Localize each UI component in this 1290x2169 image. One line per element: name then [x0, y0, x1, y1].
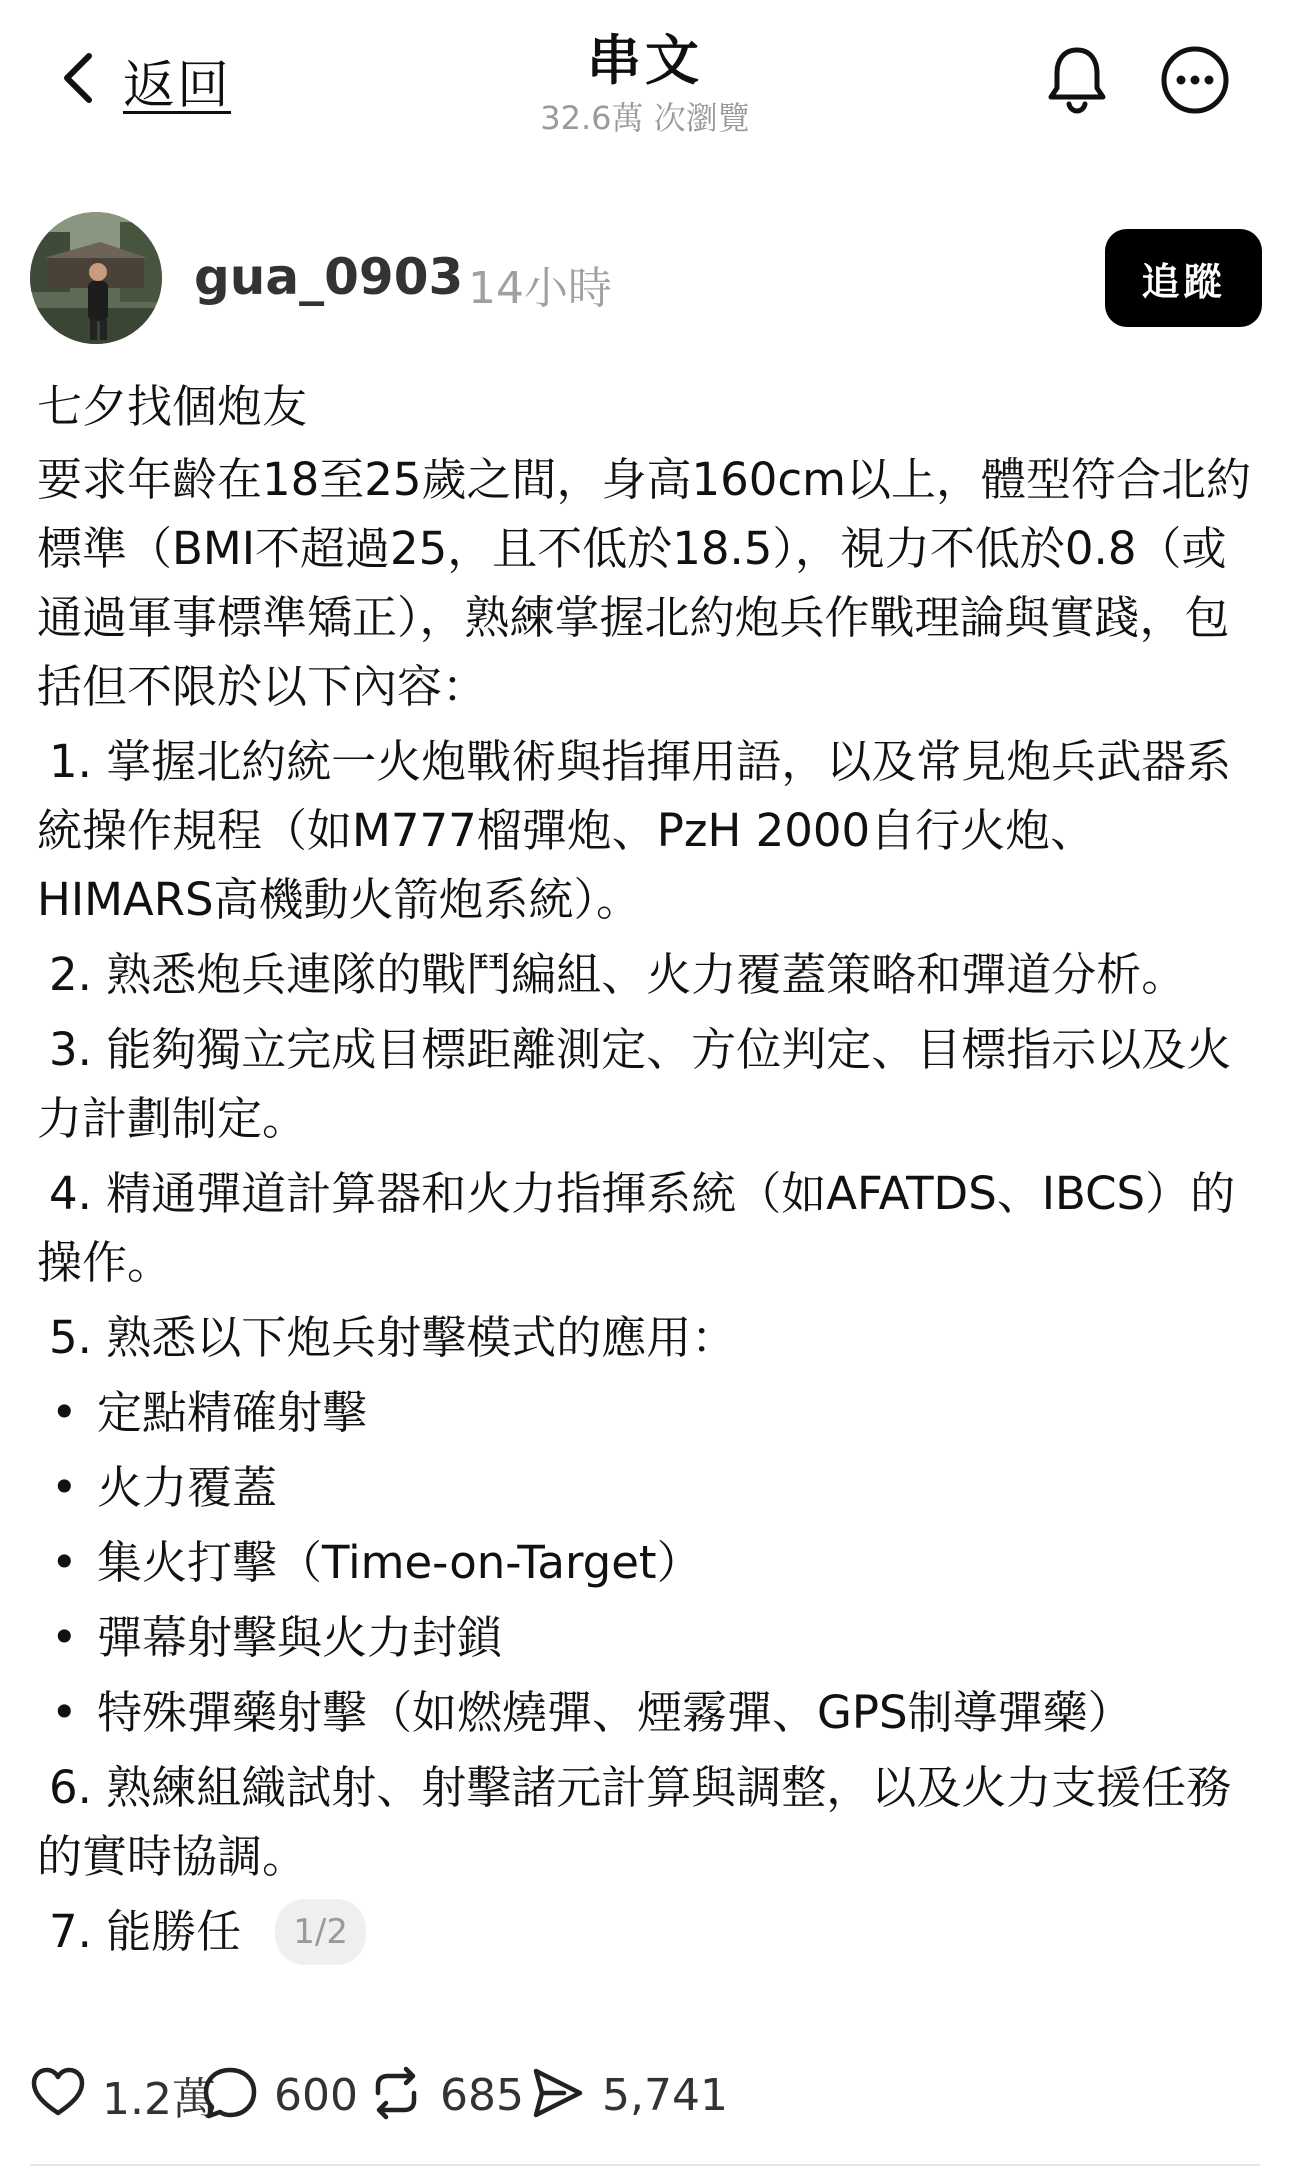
list-item: 5. 熟悉以下炮兵射擊模式的應用： — [49, 1311, 737, 1364]
list-item: 4. 精通彈道計算器和火力指揮系統（如AFATDS、IBCS）的操作。 — [37, 1167, 1236, 1289]
bell-icon — [1045, 44, 1109, 118]
chevron-left-icon — [55, 50, 99, 110]
repost-count: 685 — [440, 2069, 524, 2121]
page-title: 串文 — [587, 29, 703, 92]
bullet-item — [37, 1378, 1252, 1447]
bullet-text: 特殊彈藥射擊（如燃燒彈、煙霧彈、GPS制導彈藥） — [97, 1686, 1133, 1739]
view-count: 32.6萬 次瀏覽 — [540, 99, 750, 137]
avatar[interactable] — [30, 212, 162, 344]
list-item: 2. 熟悉炮兵連隊的戰鬥編組、火力覆蓋策略和彈道分析。 — [49, 948, 1187, 1001]
page-indicator[interactable]: 1/2 — [275, 1899, 366, 1965]
share-button[interactable] — [530, 2060, 728, 2130]
bullet-item — [37, 1453, 1252, 1522]
follow-button[interactable]: 追蹤 — [1105, 229, 1262, 327]
share-count: 5,741 — [602, 2069, 728, 2121]
list-item: 1. 掌握北約統一火炮戰術與指揮用語，以及常見炮兵武器系統操作規程（如M777榴彈炮、PzH 2000自行火炮、HIMARS高機動火箭炮系統）。 — [37, 735, 1232, 926]
send-icon — [530, 2065, 586, 2125]
bullet-item — [37, 1603, 1252, 1672]
divider — [30, 2164, 1260, 2166]
heart-icon — [30, 2065, 86, 2125]
more-icon — [1159, 44, 1231, 120]
notification-button[interactable] — [1040, 44, 1114, 118]
bullet-dot: • — [51, 1536, 78, 1589]
comment-button[interactable] — [202, 2060, 358, 2130]
post-time: 14小時 — [468, 263, 612, 314]
like-button[interactable] — [30, 2060, 216, 2130]
list-item: 6. 熟練組織試射、射擊諸元計算與調整，以及火力支援任務的實時協調。 — [37, 1761, 1232, 1883]
back-label: 返回 — [123, 55, 232, 116]
bullet-item — [37, 1678, 1252, 1747]
bullet-dot: • — [51, 1386, 78, 1439]
list-item: 3. 能夠獨立完成目標距離測定、方位判定、目標指示以及火力計劃制定。 — [37, 1023, 1232, 1145]
bullet-dot: • — [51, 1686, 78, 1739]
list-item-truncated — [37, 1897, 1252, 1966]
more-button[interactable] — [1157, 44, 1233, 120]
bullet-text: 彈幕射擊與火力封鎖 — [97, 1611, 503, 1664]
like-count: 1.2萬 — [102, 2074, 216, 2125]
bullet-text: 集火打擊（Time-on-Target） — [97, 1536, 702, 1589]
action-bar — [30, 2060, 1260, 2130]
back-button[interactable] — [55, 50, 232, 116]
bullet-text: 火力覆蓋 — [97, 1461, 278, 1514]
bullet-dot: • — [51, 1611, 78, 1664]
bullet-item — [37, 1528, 1252, 1597]
post-intro: 要求年齡在18至25歲之間，身高160cm以上，體型符合北約標準（BMI不超過25，且不低於18.5），視力不低於0.8（或通過軍事標準矯正），熟練掌握北約炮兵作戰理論與實踐，包括但不限於以下內容： — [37, 453, 1251, 713]
comment-count: 600 — [274, 2069, 358, 2121]
bullet-text: 定點精確射擊 — [97, 1386, 368, 1439]
title-block — [395, 28, 895, 138]
post-body — [37, 372, 1252, 1966]
repost-button[interactable] — [368, 2060, 524, 2130]
author-row — [30, 212, 1262, 344]
list-item-text: 7. 能勝任 — [49, 1905, 242, 1958]
top-bar — [0, 0, 1290, 160]
bullet-dot: • — [51, 1461, 78, 1514]
comment-icon — [202, 2065, 258, 2125]
repost-icon — [368, 2065, 424, 2125]
username[interactable]: gua_0903 — [194, 248, 464, 306]
post-title: 七夕找個炮友 — [37, 380, 308, 433]
